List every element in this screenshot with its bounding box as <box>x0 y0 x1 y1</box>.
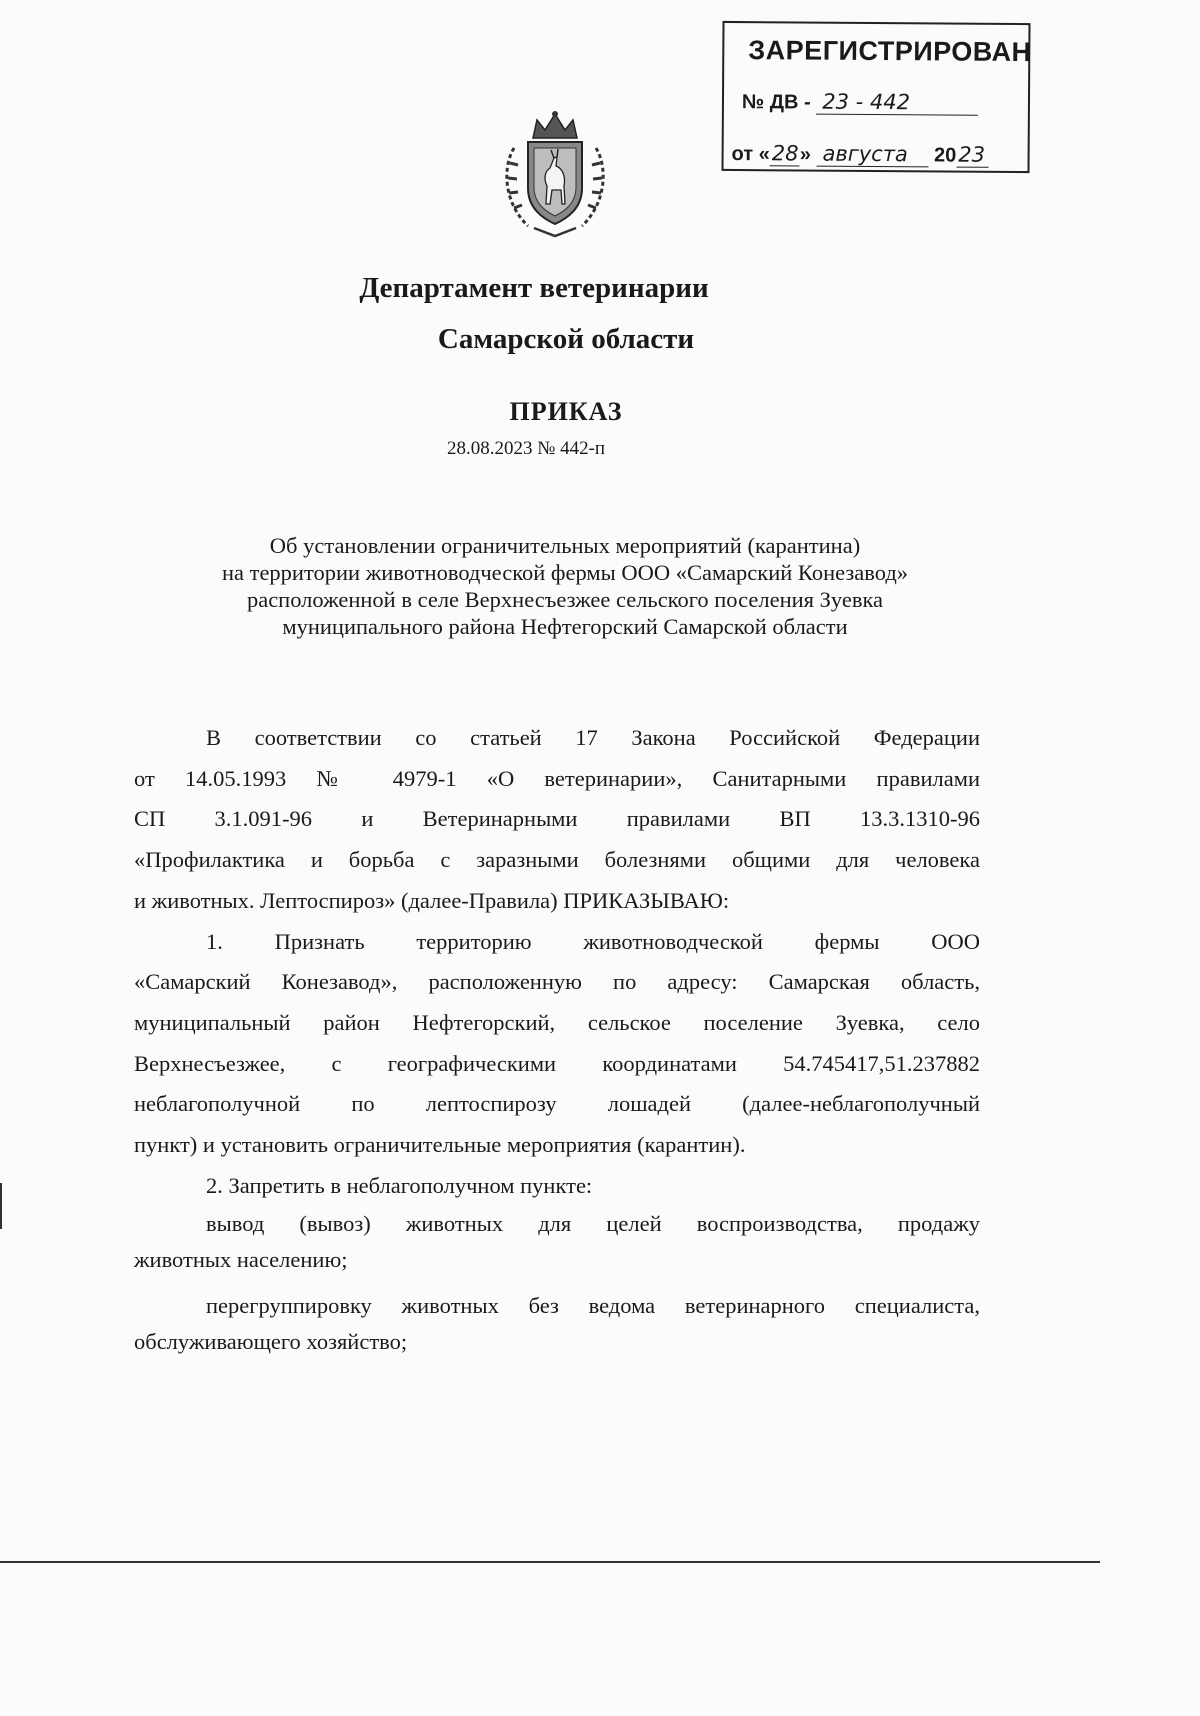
stamp-number-line <box>742 89 978 116</box>
subject-line: на территории животноводческой фермы ООО «Самарский Конезавод» <box>221 560 909 585</box>
item1-line: пункт) и установить ограничительные мероприятия (карантин). <box>134 1132 746 1158</box>
item2-bullet1-line: животных населению; <box>134 1247 348 1273</box>
item2-bullet1-line: вывод (вывоз) животных для целей воспроизводства, продажу <box>206 1211 980 1237</box>
order-subject <box>150 532 980 640</box>
item2-bullet2-line: перегруппировку животных без ведома ветеринарного специалиста, <box>206 1293 980 1319</box>
document-date-number: 28.08.2023 № 442-п <box>446 438 606 459</box>
preamble-line: от 14.05.1993 № 4979-1 «О ветеринарии», Санитарными правилами <box>134 765 980 791</box>
stamp-month-handwritten: августа <box>816 142 928 168</box>
preamble-line: «Профилактика и борьба с заразными болезнями общими для человека <box>134 847 980 873</box>
stamp-day-suffix: » <box>799 143 812 166</box>
item2-heading: 2. Запретить в неблагополучном пункте: <box>206 1172 593 1198</box>
item2-bullet2-line: обслуживающего хозяйство; <box>134 1329 408 1355</box>
item1-line: неблагополучной по лептоспирозу лошадей (далее-неблагополучный <box>134 1091 980 1117</box>
stamp-day-handwritten: 28 <box>770 141 800 166</box>
stamp-date-line <box>732 141 989 168</box>
item1-line: муниципальный район Нефтегорский, сельское поселение Зуевка, село <box>134 1009 980 1035</box>
coat-of-arms-icon <box>500 108 610 240</box>
order-body <box>134 718 980 1360</box>
stamp-title: ЗАРЕГИСТРИРОВАН <box>748 35 1032 68</box>
registration-stamp <box>721 21 1030 173</box>
department-name: Департамент ветеринарии <box>359 272 709 304</box>
department-region: Самарской области <box>437 323 695 355</box>
scan-bottom-edge <box>0 1561 1100 1563</box>
stamp-year-prefix: 20 <box>933 144 957 167</box>
preamble-line: и животных. Лептоспироз» (далее-Правила) ПРИКАЗЫВАЮ: <box>134 887 730 913</box>
subject-line: расположенной в селе Верхнесъезжее сельского поселения Зуевка <box>246 587 884 612</box>
subject-line: муниципального района Нефтегорский Самарской области <box>282 614 848 639</box>
item1-line: Верхнесъезжее, с географическими координатами 54.745417,51.237882 <box>134 1050 980 1076</box>
preamble-line: СП 3.1.091-96 и Ветеринарными правилами ВП 13.3.1310-96 <box>134 806 980 832</box>
item1-line: «Самарский Конезавод», расположенную по адресу: Самарская область, <box>134 969 980 995</box>
stamp-number-prefix: № ДВ - <box>741 91 811 114</box>
stamp-number-handwritten: 23 - 442 <box>816 90 978 116</box>
document-type: ПРИКАЗ <box>509 397 623 426</box>
subject-line: Об установлении ограничительных мероприятий (карантина) <box>269 533 861 558</box>
preamble-line: В соответствии со статьей 17 Закона Российской Федерации <box>206 725 980 750</box>
item1-line: 1. Признать территорию животноводческой фермы ООО <box>206 928 980 954</box>
stamp-year-handwritten: 23 <box>956 143 988 168</box>
scan-margin-mark <box>0 1183 2 1229</box>
stamp-date-prefix: от « <box>731 142 770 166</box>
